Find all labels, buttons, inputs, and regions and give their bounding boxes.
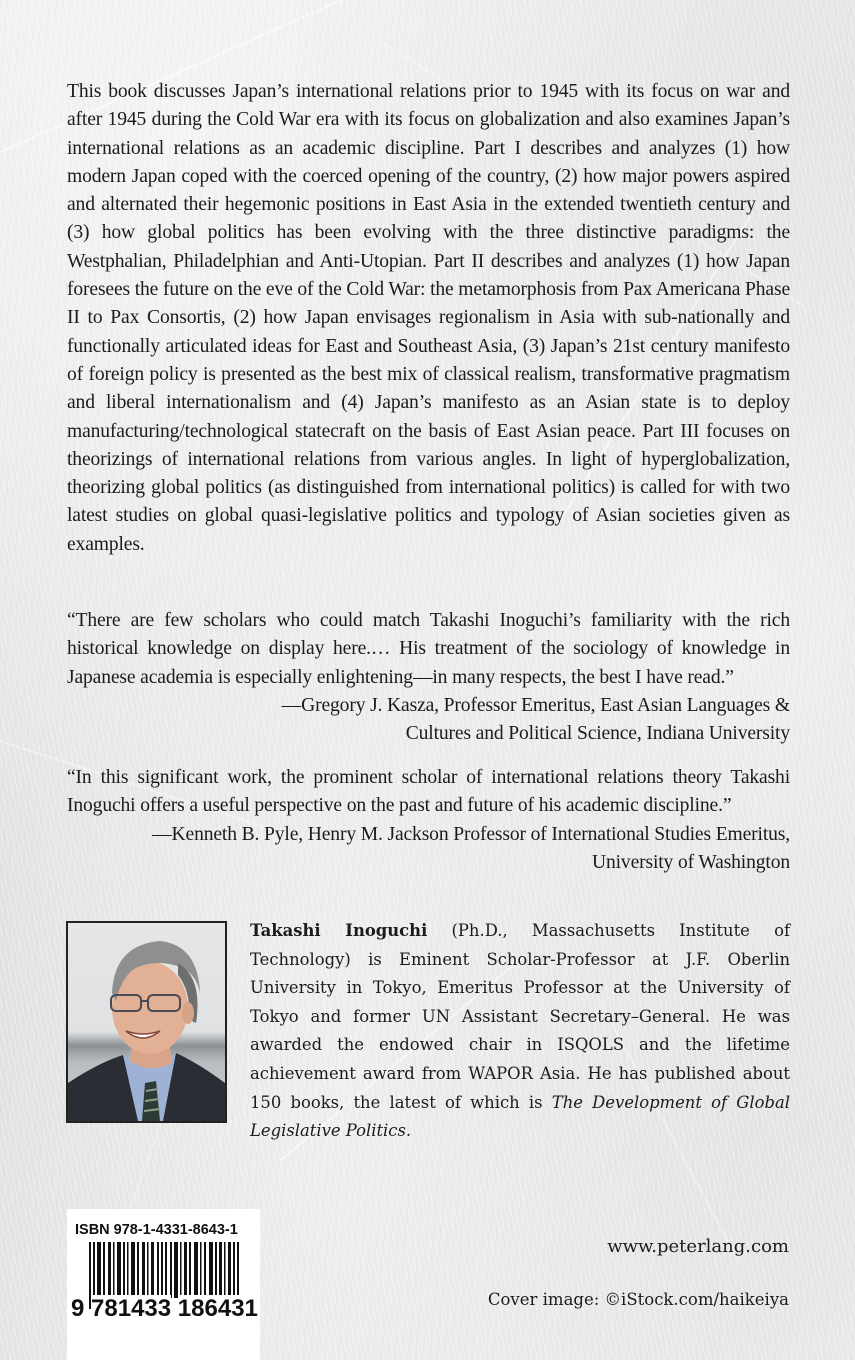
endorsement-pyle [67, 764, 790, 877]
barcode-digit-prefix: 9 [71, 1295, 85, 1322]
author-bio-text: (Ph.D., Massachusetts Institute of Technology) is Eminent Scholar-Professor at J.F. Oberlin University in Tokyo, Emeritus Professor at the University of Tokyo and former UN Assistant Secretary–General. He was awarded the endowed chair in ISQOLS and the lifetime achievement award from WAPOR Asia. He has published about 150 books, the latest of which is [250, 921, 791, 1112]
isbn-barcode [67, 1209, 260, 1360]
endorsement-quote: “There are few scholars who could match Takashi Inoguchi’s familiarity with the rich historical knowledge on display here.… His treatment of the sociology of knowledge in Japanese academia is especially enlightening—in many respects, the best I have read.” [67, 610, 790, 688]
author-name: Takashi Inoguchi [250, 921, 428, 940]
barcode-digits [71, 1295, 258, 1323]
endorsement-kasza [67, 607, 790, 748]
endorsement-affiliation: Cultures and Political Science, Indiana University [405, 723, 790, 745]
endorsement-attribution: —Gregory J. Kasza, Professor Emeritus, East Asian Languages & [281, 694, 790, 716]
latest-book-title: The Development of Global Legislative Politics [250, 1092, 790, 1141]
book-description: This book discusses Japan’s international relations prior to 1945 with its focus on war and after 1945 during the Cold War era with its focus on globalization and also examines Japan’s international relations as an academic discipline. Part I describes and analyzes (1) how modern Japan coped with the coerced opening of the country, (2) how major powers aspired and alternated their hegemonic positions in East Asia in the extended twentieth century and (3) how global politics has been evolving with the three distinctive paradigms: the Westphalian, Philadelphian and Anti-Utopian. Part II describes and analyzes (1) how Japan foresees the future on the eve of the Cold War: the metamorphosis from Pax Americana Phase II to Pax Consortis, (2) how Japan envisages regionalism in Asia with sub-nationally and functionally articulated ideas for East and Southeast Asia, (3) Japan’s 21st century manifesto of foreign policy is presented as the best mix of classical realism, transformative pragmatism and liberal internationalism and (4) Japan’s manifesto as an Asian state is to deploy manufacturing/technological statecraft on the basis of East Asian peace. Part III focuses on theorizings of international relations from various angles. In light of hyperglobalization, theorizing global politics (as distinguished from international politics) is called for with two latest studies on global quasi-legislative politics and typology of Asian societies given as examples. [67, 81, 790, 555]
publisher-website[interactable]: www.peterlang.com [607, 1236, 789, 1257]
bio-end-punct: . [405, 1121, 412, 1141]
endorsement-quote: “In this significant work, the prominent scholar of international relations theory Takashi Inoguchi offers a useful perspective on the past and future of his academic discipline.” [67, 767, 790, 817]
cover-image-credit: Cover image: ©iStock.com/haikeiya [487, 1290, 789, 1309]
author-photo [66, 921, 227, 1123]
author-portrait-icon [68, 923, 225, 1121]
barcode-digits-right: 186431 [177, 1295, 258, 1322]
endorsement-attribution: —Kenneth B. Pyle, Henry M. Jackson Professor of International Studies Emeritus, [152, 823, 790, 845]
endorsement-affiliation: University of Washington [591, 851, 790, 873]
isbn-label: ISBN 978-1-4331-8643-1 [75, 1222, 238, 1238]
author-bio [250, 917, 790, 1146]
barcode-digits-left: 781433 [91, 1295, 172, 1322]
